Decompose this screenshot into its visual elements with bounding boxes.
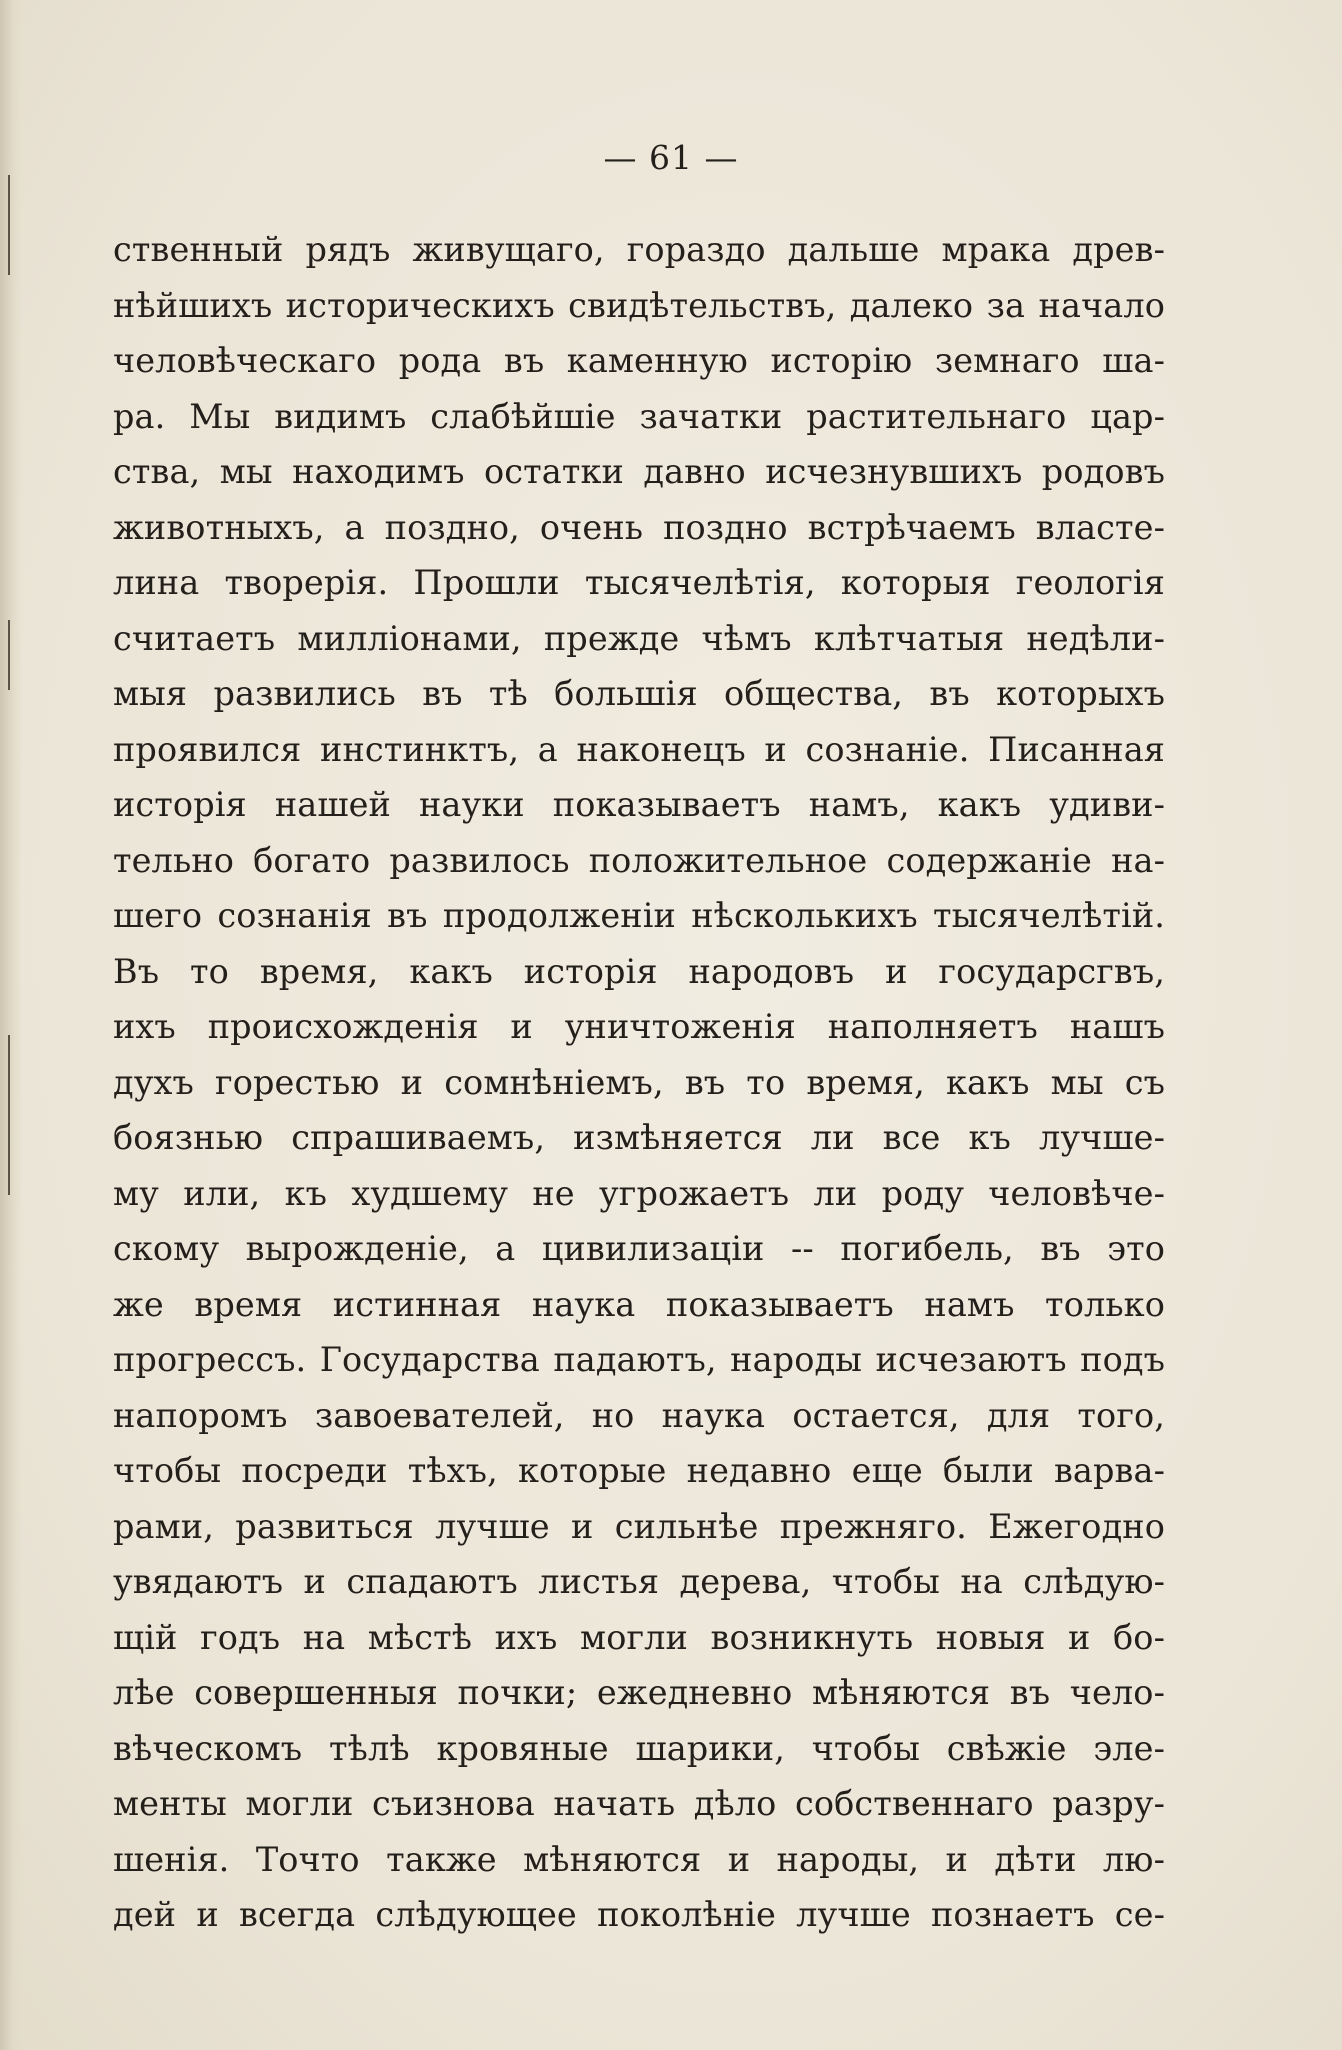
- text-line: считаетъ милліонами, прежде чѣмъ клѣтчатыя недѣли-: [113, 618, 1165, 658]
- body-text: [113, 222, 1165, 1943]
- text-line: дей и всегда слѣдующее поколѣніе лучше познаетъ се-: [113, 1895, 1165, 1934]
- text-line: рами, развиться лучше и сильнѣе прежняго. Ежегодно: [113, 1506, 1165, 1546]
- text-line: ра. Мы видимъ слабѣйшіе зачатки растительнаго цар-: [113, 396, 1165, 436]
- text-line: нѣйшихъ историческихъ свидѣтельствъ, далеко за начало: [113, 285, 1165, 325]
- text-line: прогрессъ. Государства падаютъ, народы исчезаютъ подъ: [113, 1340, 1165, 1379]
- binding-edge: [0, 0, 22, 2050]
- text-line: вѣческомъ тѣлѣ кровяные шарики, чтобы свѣжіе эле-: [113, 1728, 1165, 1768]
- text-line: менты могли съизнова начать дѣло собственнаго разру-: [113, 1784, 1165, 1823]
- text-line: напоромъ завоевателей, но наука остается, для того,: [113, 1395, 1165, 1435]
- text-line: духъ горестью и сомнѣніемъ, въ то время, какъ мы съ: [113, 1062, 1165, 1102]
- text-line: шего сознанія въ продолженіи нѣсколькихъ тысячелѣтій.: [113, 896, 1165, 935]
- text-line: лина творерія. Прошли тысячелѣтія, которыя геологія: [113, 563, 1165, 602]
- text-line: проявился инстинктъ, а наконецъ и сознаніе. Писанная: [113, 729, 1165, 769]
- binding-mark: [8, 1035, 10, 1195]
- text-line: скому вырожденіе, а цивилизаціи -- погибель, въ это: [113, 1229, 1165, 1268]
- text-line: лѣе совершенныя почки; ежедневно мѣняются въ чело-: [113, 1673, 1165, 1712]
- text-line: Въ то время, какъ исторія народовъ и государсгвъ,: [113, 951, 1165, 991]
- text-line: щій годъ на мѣстѣ ихъ могли возникнуть новыя и бо-: [113, 1617, 1165, 1657]
- text-line: тельно богато развилось положительное содержаніе на-: [113, 840, 1165, 880]
- text-line: же время истинная наука показываетъ намъ только: [113, 1284, 1165, 1324]
- text-line: шенія. Точто также мѣняются и народы, и дѣти лю-: [113, 1839, 1165, 1879]
- text-line: человѣческаго рода въ каменную исторію земнаго ша-: [113, 341, 1165, 380]
- text-line: ихъ происхожденія и уничтоженія наполняетъ нашъ: [113, 1007, 1165, 1046]
- text-line: животныхъ, а поздно, очень поздно встрѣчаемъ власте-: [113, 507, 1165, 547]
- text-line: боязнью спрашиваемъ, измѣняется ли все къ лучше-: [113, 1118, 1165, 1157]
- binding-mark: [8, 620, 10, 690]
- text-line: чтобы посреди тѣхъ, которые недавно еще были варва-: [113, 1451, 1165, 1490]
- text-line: ственный рядъ живущаго, гораздо дальше мрака древ-: [113, 230, 1165, 269]
- text-line: исторія нашей науки показываетъ намъ, какъ удиви-: [113, 785, 1165, 824]
- page-number: — 61 —: [603, 138, 739, 177]
- binding-mark: [8, 175, 10, 275]
- text-line: му или, къ худшему не угрожаетъ ли роду человѣче-: [113, 1173, 1165, 1213]
- text-line: мыя развились въ тѣ большія общества, въ которыхъ: [113, 674, 1165, 713]
- text-line: увядаютъ и спадаютъ листья дерева, чтобы на слѣдую-: [113, 1562, 1165, 1601]
- text-line: ства, мы находимъ остатки давно исчезнувшихъ родовъ: [113, 452, 1165, 491]
